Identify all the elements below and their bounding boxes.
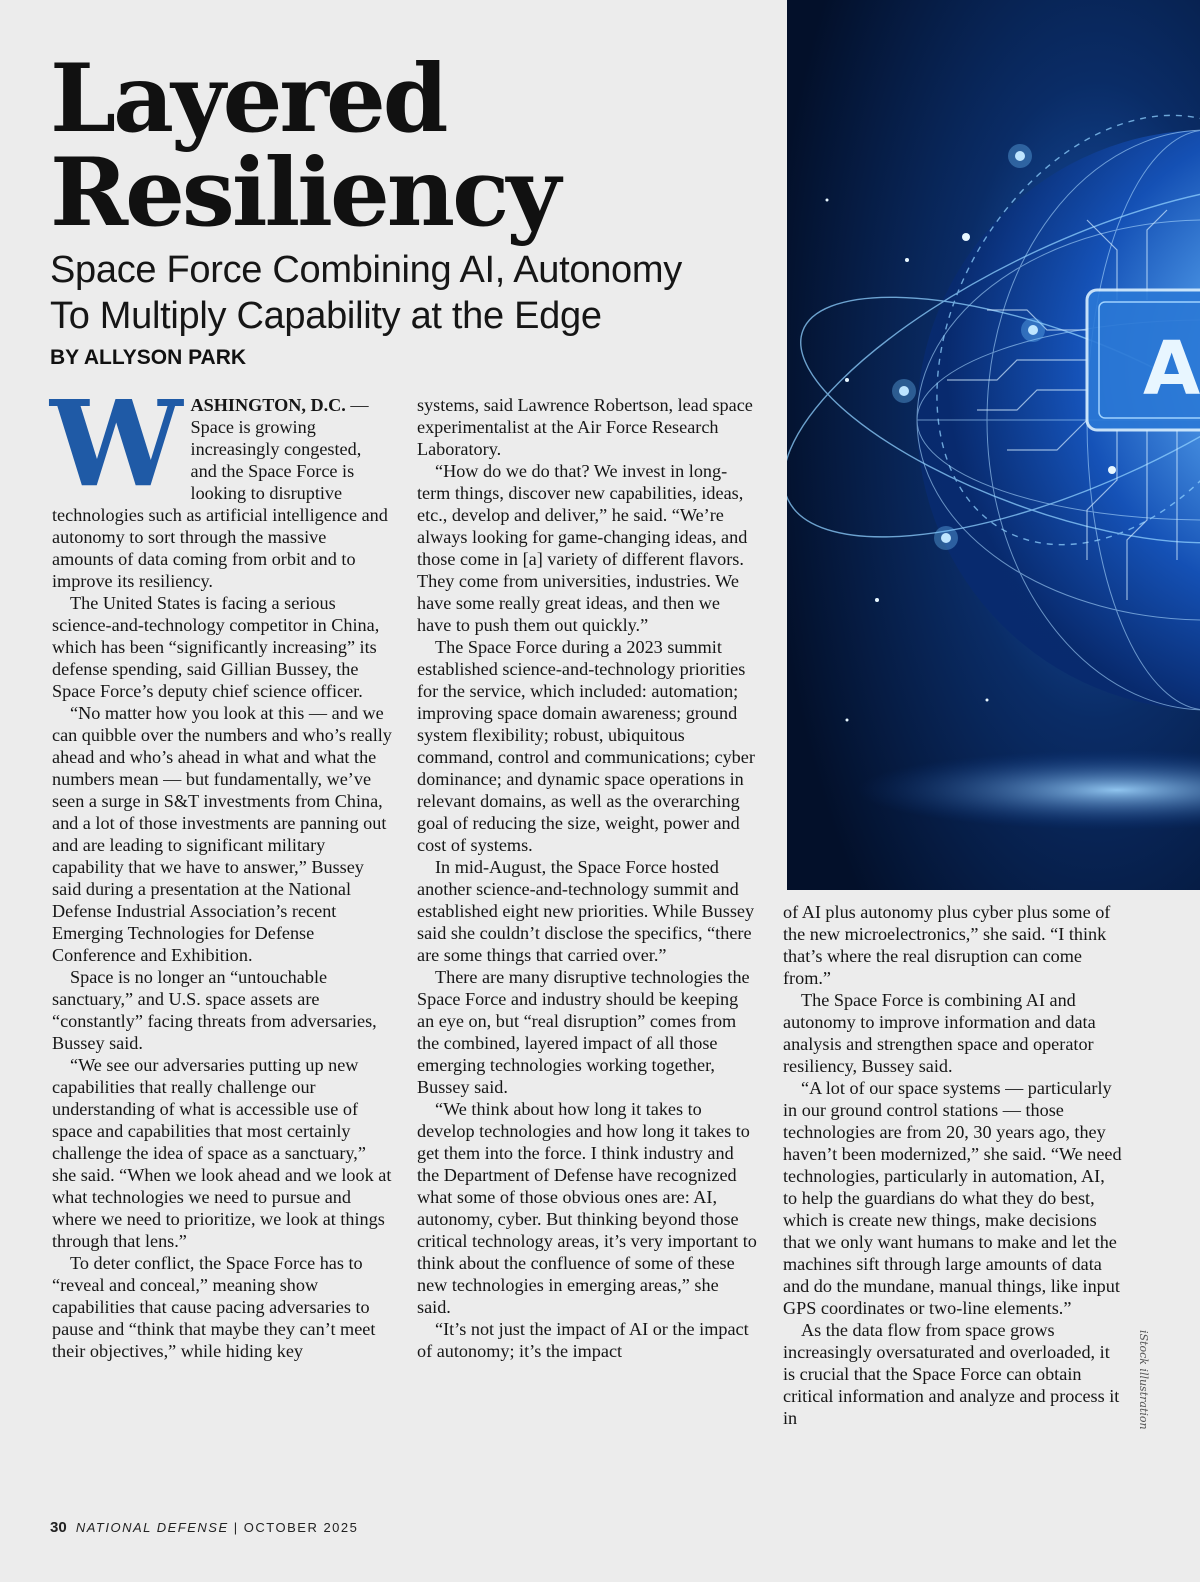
column-1 <box>50 374 392 1362</box>
paragraph: As the data flow from space grows increasingly oversaturated and overloaded, it is crucial that the Space Force can obtain critical information and analyze and process it in <box>783 1320 1120 1428</box>
paragraph: To deter conflict, the Space Force has to “reveal and conceal,” meaning show capabilities that cause pacing adversaries to pause and “think that maybe they can’t meet their objectives,” while hiding key <box>52 1253 376 1361</box>
publication-name: NATIONAL DEFENSE <box>75 1520 229 1535</box>
column-3 <box>783 901 1123 1429</box>
paragraph: The Space Force is combining AI and autonomy to improve information and data analysis and strengthen space and operator resiliency, Bussey said. <box>783 990 1096 1076</box>
dateline: ASHINGTON, D.C. <box>190 395 346 415</box>
paragraph: “A lot of our space systems — particularly in our ground control stations — those technologies are from 20, 30 years ago, they haven’t been modernized,” she said. “We need technologies, particularly in automation, AI, to help the guardians do what they do best, which is create new things, make decisions that we only want humans to make and let the machines sift through large amounts of data and do the mundane, manual things, like input GPS coordinates or two-line elements.” <box>783 1078 1122 1318</box>
paragraph-continued: of AI plus autonomy plus cyber plus some of the new microelectronics,” she said. “I think that’s where the real disruption can come from.” <box>783 902 1111 988</box>
byline: BY ALLYSON PARK <box>50 346 247 369</box>
page-footer <box>50 1519 358 1536</box>
paragraph: “We see our adversaries putting up new capabilities that really challenge our understanding of what is accessible use of space and capabilities that most certainly challenge the idea of space as a sanctuary,” she said. “When we look ahead and we look at what technologies we need to pursue and where we need to prioritize, we look at things through that lens.” <box>52 1055 392 1251</box>
subheadline-line-1: Space Force Combining AI, Autonomy <box>50 249 682 291</box>
issue-date: OCTOBER 2025 <box>243 1520 359 1535</box>
paragraph: In mid-August, the Space Force hosted another science-and-technology summit and established eight new priorities. While Bussey said she couldn’t disclose the specifics, “there are some things that carried over.” <box>417 857 755 965</box>
paragraph: The Space Force during a 2023 summit established science-and-technology priorities for the service, which included: automation; improving space domain awareness; ground system flexibility; robust, ubiquitous command, control and communications; cyber dominance; and dynamic space operations in relevant domains, as well as the overarching goal of reducing the size, weight, power and cost of systems. <box>417 637 755 855</box>
subheadline <box>50 247 770 339</box>
paragraph: “How do we do that? We invest in long-term things, discover new capabilities, ideas, etc., develop and deliver,” he said. “We’re always looking for game-changing ideas, and those come in [a] variety of different flavors. They come from universities, industries. We have some really great ideas, and then we have to push them out quickly.” <box>417 461 748 635</box>
chip-text: A <box>1143 326 1200 412</box>
paragraph: The United States is facing a serious science-and-technology competitor in China, which has been “significantly increasing” its defense spending, said Gillian Bussey, the Space Force’s deputy chief science officer. <box>52 593 380 701</box>
subheadline-line-2: To Multiply Capability at the Edge <box>50 295 602 337</box>
lead-paragraph-text: — Space is growing increasingly congested, and the Space Force is looking to disruptive technologies such as artificial intelligence and autonomy to sort through the massive amounts of data coming from orbit and to improve its resiliency. <box>52 395 388 591</box>
paragraph: Space is no longer an “untouchable sanctuary,” and U.S. space assets are “constantly” facing threats from adversaries, Bussey said. <box>52 967 377 1053</box>
headline <box>50 44 750 248</box>
page-number: 30 <box>50 1519 67 1536</box>
paragraph-continued: systems, said Lawrence Robertson, lead space experimentalist at the Air Force Research Laboratory. <box>417 395 753 459</box>
headline-line-2: Resiliency <box>50 138 558 248</box>
headline-line-1: Layered <box>50 44 446 154</box>
paragraph: “No matter how you look at this — and we can quibble over the numbers and who’s really ahead and who’s ahead in what and what the numbers mean — but fundamentally, we’ve seen a surge in S&T investments from China, and a lot of those investments are panning out and are leading to significant military capability that we have to answer,” Bussey said during a presentation at the National Defense Industrial Association’s recent Emerging Technologies for Defense Conference and Exhibition. <box>52 703 392 965</box>
paragraph: “We think about how long it takes to develop technologies and how long it takes to get them into the force. I think industry and the Department of Defense have recognized what some of those obvious ones are: AI, autonomy, cyber. But thinking beyond those critical technology areas, it’s very important to think about the confluence of some of these new technologies in emerging areas,” she said. <box>417 1099 757 1317</box>
paragraph: There are many disruptive technologies the Space Force and industry should be keeping an eye on, but “real disruption” comes from the combined, layered impact of all those emerging technologies working together, Bussey said. <box>417 967 750 1097</box>
column-2 <box>417 394 757 1362</box>
lead-paragraph <box>50 374 392 592</box>
footer-separator: | <box>233 1520 239 1535</box>
paragraph: “It’s not just the impact of AI or the impact of autonomy; it’s the impact <box>417 1319 749 1361</box>
drop-cap: W <box>50 374 183 513</box>
image-credit: iStock illustration <box>1137 1330 1150 1430</box>
ai-globe-illustration <box>787 0 1200 890</box>
